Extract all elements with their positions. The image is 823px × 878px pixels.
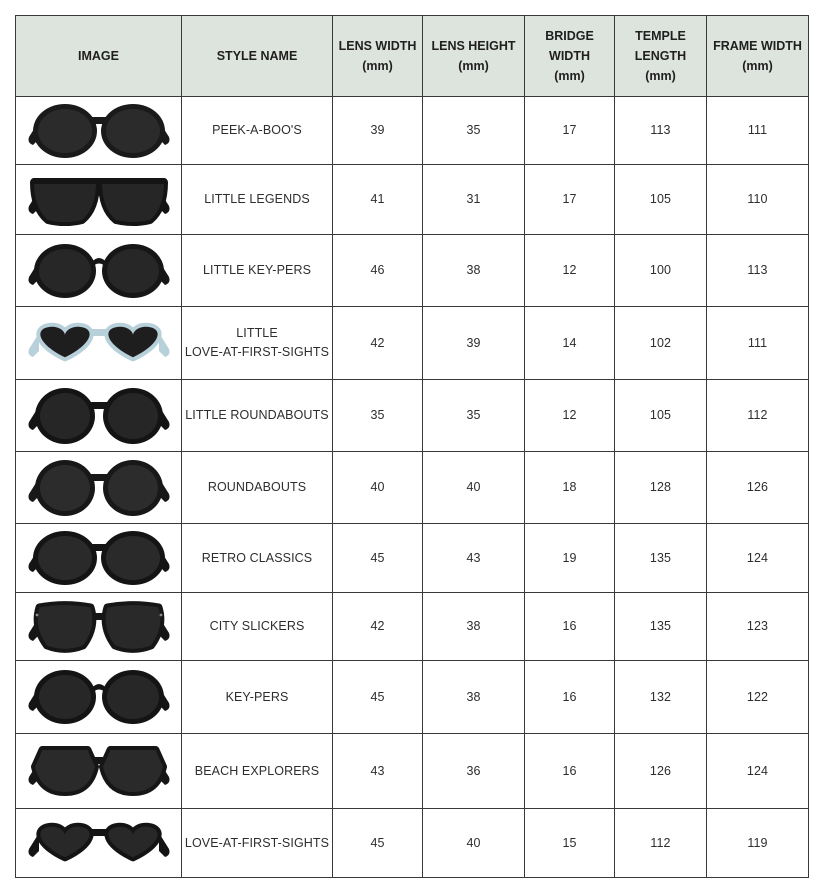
lens-width-cell: 35: [333, 380, 423, 452]
table-row: [16, 452, 809, 524]
style-name-cell: [182, 380, 333, 452]
frame-width-cell: 111: [707, 307, 809, 380]
frame-width-cell: 111: [707, 97, 809, 165]
image-cell: [16, 809, 182, 878]
image-cell: [16, 380, 182, 452]
header-lens-width: LENS WIDTH (mm): [333, 16, 423, 97]
temple-length-cell: 112: [615, 809, 707, 878]
frame-width-cell: 119: [707, 809, 809, 878]
sunglasses-image: [25, 667, 173, 727]
table-row: [16, 165, 809, 235]
header-image: IMAGE: [16, 16, 182, 97]
sunglasses-image: [25, 170, 173, 230]
lens-width-cell: 45: [333, 661, 423, 734]
header-frame-width: FRAME WIDTH (mm): [707, 16, 809, 97]
table-row: [16, 97, 809, 165]
lens-height-cell: 35: [423, 380, 525, 452]
table-row: [16, 307, 809, 380]
lens-height-cell: 38: [423, 661, 525, 734]
style-name-text: BEACH EXPLORERS: [194, 763, 320, 778]
image-cell: [16, 97, 182, 165]
lens-height-cell: 40: [423, 452, 525, 524]
bridge-width-cell: 17: [525, 165, 615, 235]
bridge-width-cell: 15: [525, 809, 615, 878]
table-body: [16, 97, 809, 878]
frame-width-cell: 112: [707, 380, 809, 452]
temple-length-cell: 135: [615, 593, 707, 661]
lens-width-cell: 41: [333, 165, 423, 235]
style-name-text: ROUNDABOUTS: [207, 480, 307, 494]
bridge-width-cell: 18: [525, 452, 615, 524]
image-cell: [16, 235, 182, 307]
sunglasses-image: [25, 741, 173, 801]
lens-width-cell: 43: [333, 734, 423, 809]
frame-width-cell: 113: [707, 235, 809, 307]
frame-width-cell: 122: [707, 661, 809, 734]
lens-height-cell: 36: [423, 734, 525, 809]
style-name-text: LITTLE LEGENDS: [204, 192, 310, 206]
header-lens-height: LENS HEIGHT (mm): [423, 16, 525, 97]
bridge-width-cell: 16: [525, 734, 615, 809]
style-name-text: LITTLE ROUNDABOUTS: [185, 408, 329, 422]
header-temple-length: TEMPLE LENGTH (mm): [615, 16, 707, 97]
temple-length-cell: 105: [615, 380, 707, 452]
style-name-text: LITTLE: [236, 326, 278, 340]
style-name-text: CITY SLICKERS: [209, 619, 305, 633]
frame-width-cell: 124: [707, 524, 809, 593]
bridge-width-cell: 12: [525, 380, 615, 452]
style-name-cell: [182, 524, 333, 593]
size-chart-table: [15, 15, 809, 878]
header-bridge-width: BRIDGE WIDTH (mm): [525, 16, 615, 97]
style-name-cell: [182, 307, 333, 380]
sunglasses-image: [25, 241, 173, 301]
lens-height-cell: 40: [423, 809, 525, 878]
style-name-text: KEY-PERS: [225, 689, 289, 704]
image-cell: [16, 307, 182, 380]
lens-width-cell: 45: [333, 524, 423, 593]
bridge-width-cell: 16: [525, 661, 615, 734]
temple-length-cell: 105: [615, 165, 707, 235]
lens-height-cell: 38: [423, 593, 525, 661]
style-name-cell: [182, 97, 333, 165]
sunglasses-image: [25, 597, 173, 657]
sunglasses-image: [25, 528, 173, 588]
temple-length-cell: 132: [615, 661, 707, 734]
bridge-width-cell: 19: [525, 524, 615, 593]
header-row: [16, 16, 809, 97]
table-row: [16, 235, 809, 307]
temple-length-cell: 100: [615, 235, 707, 307]
temple-length-cell: 135: [615, 524, 707, 593]
header-style-name: STYLE NAME: [182, 16, 333, 97]
table-row: [16, 380, 809, 452]
table-row: [16, 593, 809, 661]
style-name-cell: [182, 661, 333, 734]
table-row: [16, 661, 809, 734]
image-cell: [16, 661, 182, 734]
lens-width-cell: 39: [333, 97, 423, 165]
lens-height-cell: 35: [423, 97, 525, 165]
image-cell: [16, 734, 182, 809]
temple-length-cell: 102: [615, 307, 707, 380]
lens-width-cell: 46: [333, 235, 423, 307]
temple-length-cell: 113: [615, 97, 707, 165]
style-name-cell: [182, 235, 333, 307]
style-name-cell: [182, 809, 333, 878]
image-cell: [16, 452, 182, 524]
style-name-text: LITTLE KEY-PERS: [202, 263, 312, 277]
temple-length-cell: 126: [615, 734, 707, 809]
frame-width-cell: 126: [707, 452, 809, 524]
lens-width-cell: 45: [333, 809, 423, 878]
temple-length-cell: 128: [615, 452, 707, 524]
lens-height-cell: 31: [423, 165, 525, 235]
style-name-cell: [182, 593, 333, 661]
bridge-width-cell: 16: [525, 593, 615, 661]
sunglasses-image: [25, 458, 173, 518]
style-name-cell: [182, 452, 333, 524]
lens-width-cell: 42: [333, 593, 423, 661]
style-name-cell: [182, 734, 333, 809]
table-row: [16, 524, 809, 593]
sunglasses-image: [25, 101, 173, 161]
lens-width-cell: 40: [333, 452, 423, 524]
bridge-width-cell: 12: [525, 235, 615, 307]
sunglasses-image: [25, 813, 173, 873]
bridge-width-cell: 14: [525, 307, 615, 380]
image-cell: [16, 165, 182, 235]
style-name-cell: [182, 165, 333, 235]
image-cell: [16, 593, 182, 661]
sunglasses-image: [25, 313, 173, 373]
style-name-text: LOVE-AT-FIRST-SIGHTS: [184, 835, 330, 850]
sunglasses-image: [25, 386, 173, 446]
image-cell: [16, 524, 182, 593]
style-name-text: PEEK-A-BOO'S: [212, 123, 302, 137]
lens-width-cell: 42: [333, 307, 423, 380]
lens-height-cell: 38: [423, 235, 525, 307]
frame-width-cell: 123: [707, 593, 809, 661]
style-name-text: LOVE-AT-FIRST-SIGHTS: [184, 345, 330, 359]
style-name-text: RETRO CLASSICS: [201, 550, 313, 565]
lens-height-cell: 39: [423, 307, 525, 380]
frame-width-cell: 110: [707, 165, 809, 235]
table-row: [16, 809, 809, 878]
lens-height-cell: 43: [423, 524, 525, 593]
bridge-width-cell: 17: [525, 97, 615, 165]
table-row: [16, 734, 809, 809]
frame-width-cell: 124: [707, 734, 809, 809]
